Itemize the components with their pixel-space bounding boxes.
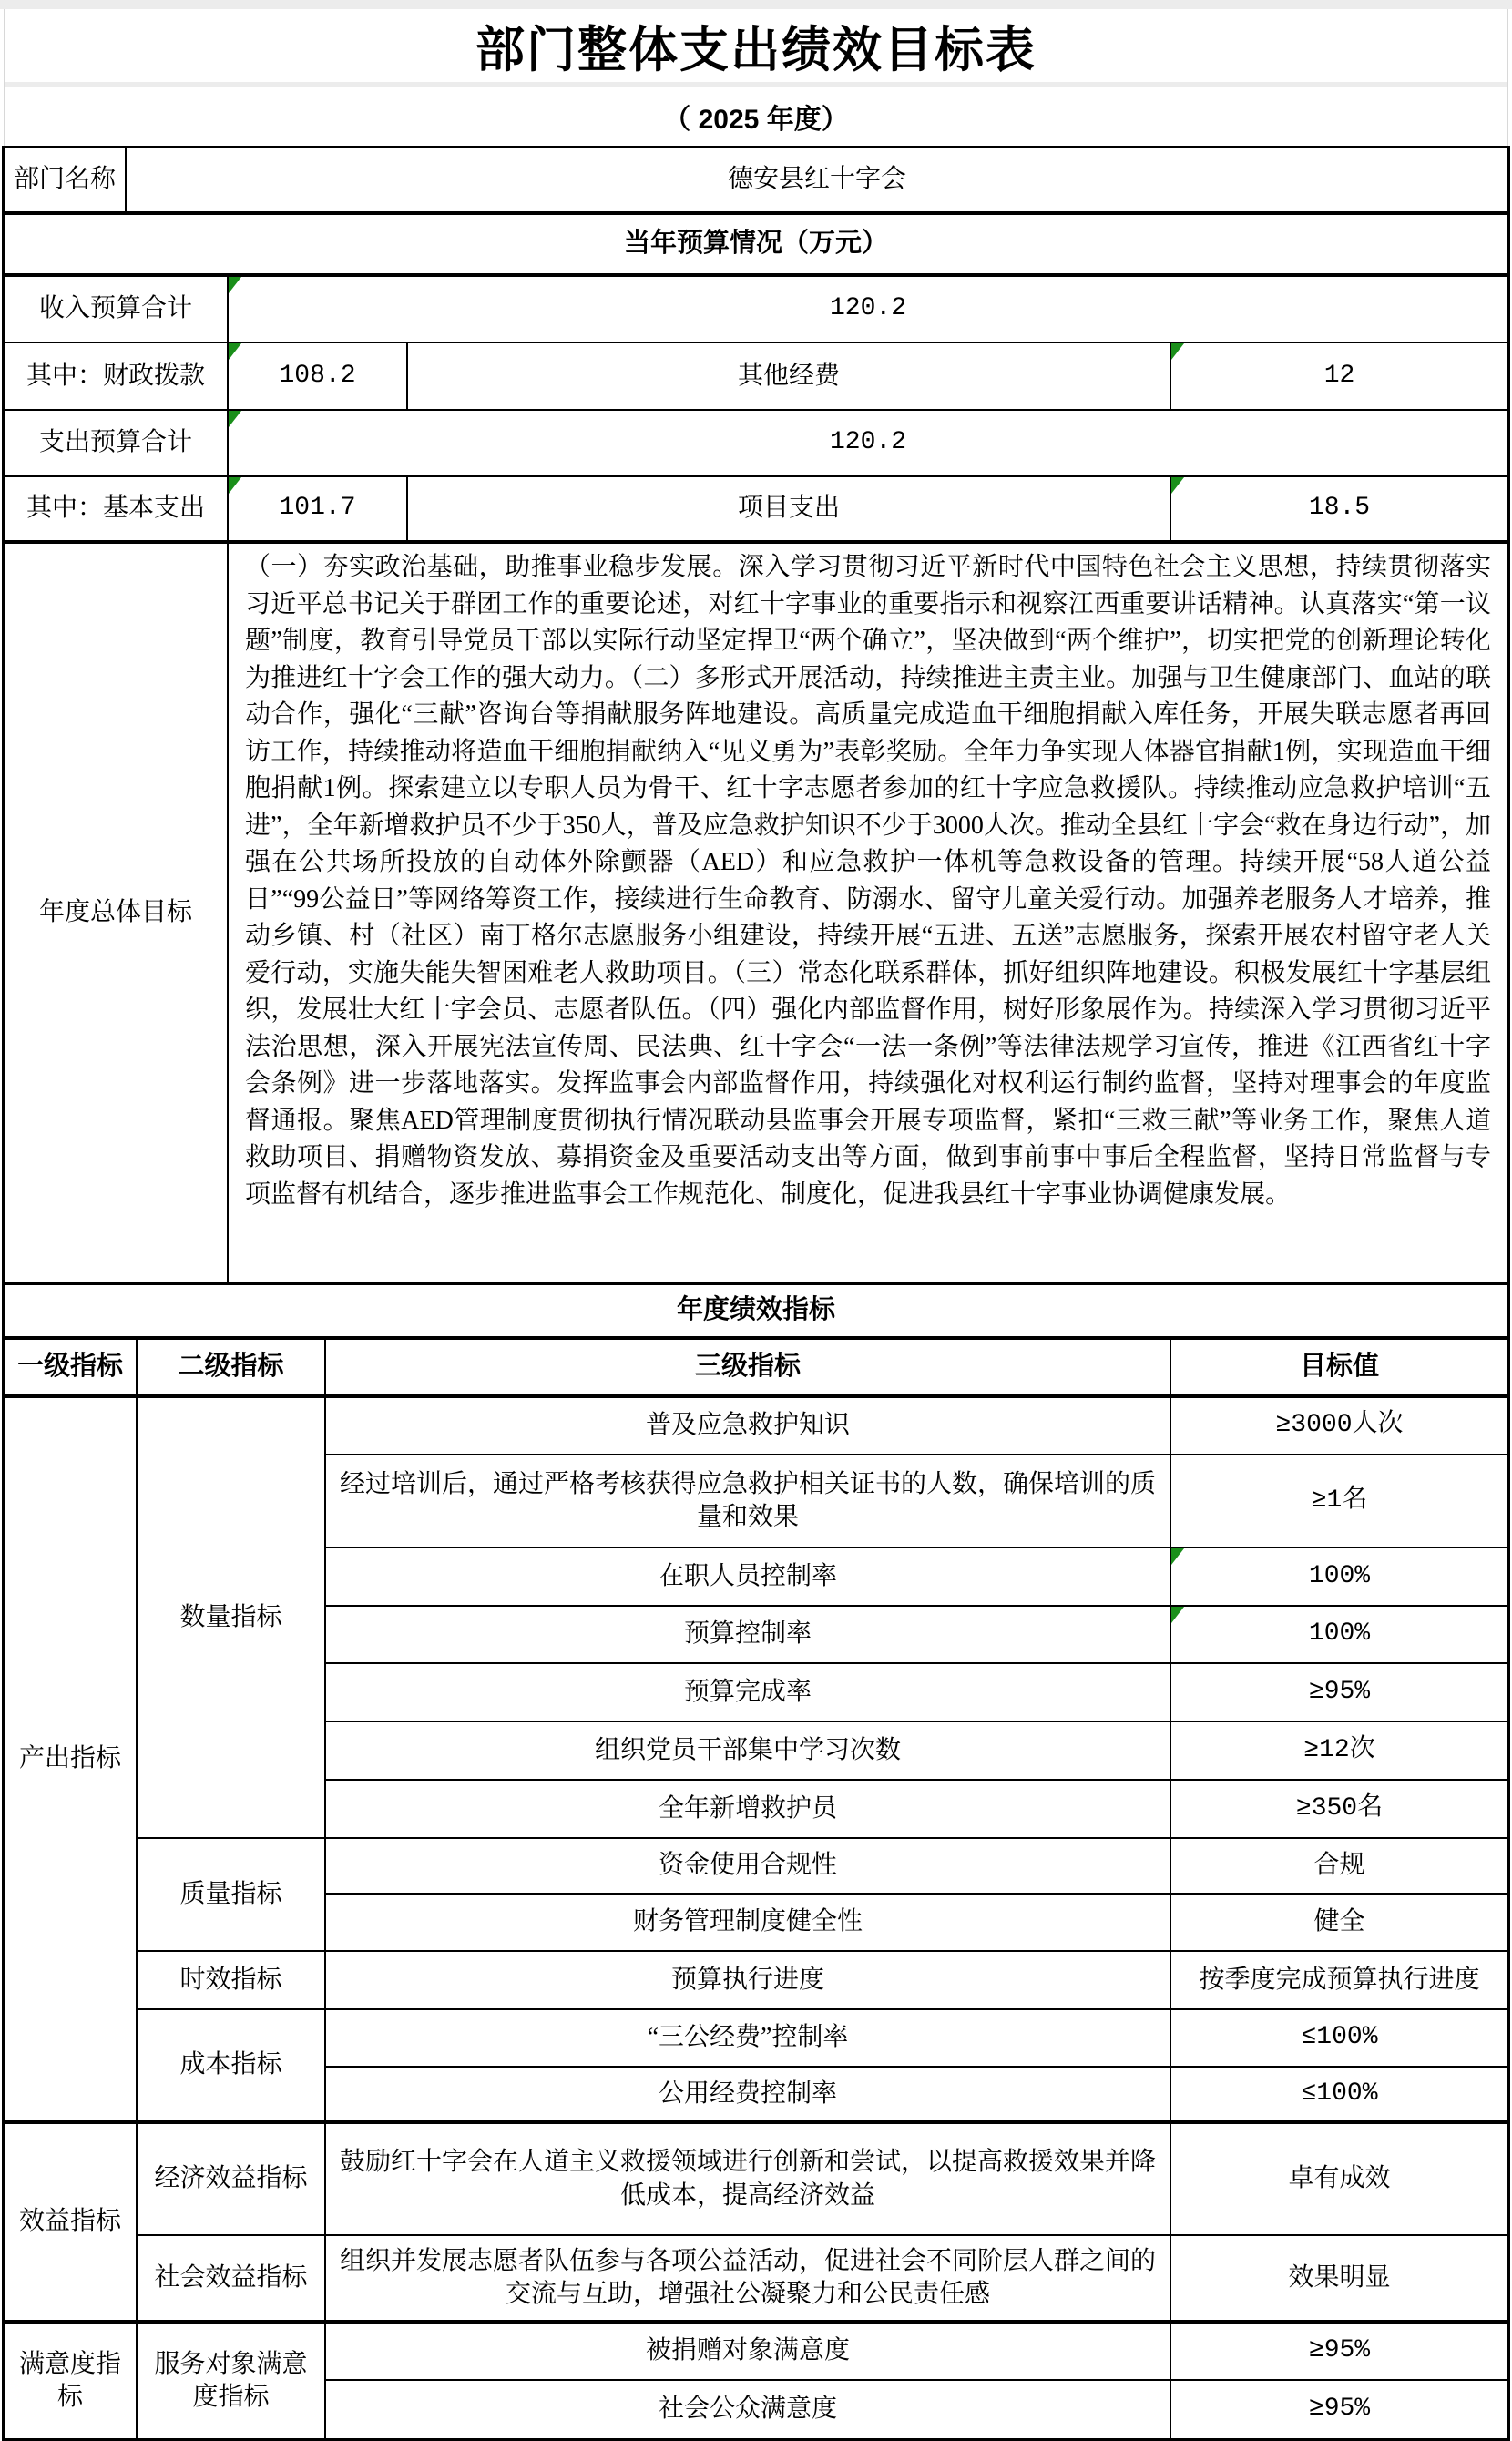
cell-flag-icon [1171, 477, 1184, 494]
l3-cell: 组织并发展志愿者队伍参与各项公益活动，促进社会不同阶层人群之间的交流与互助，增强社公凝聚力和公民责任感 [326, 2236, 1171, 2324]
l3-cell: 公用经费控制率 [326, 2068, 1171, 2124]
l3-cell: “三公经费”控制率 [326, 2010, 1171, 2068]
col-header-level2: 二级指标 [138, 1340, 326, 1394]
basic-value: 101.7 [229, 477, 408, 540]
basic-label: 其中：基本支出 [5, 477, 229, 540]
target-cell: 100% [1171, 1607, 1507, 1664]
cell-flag-icon [229, 411, 241, 427]
l3-cell: 预算完成率 [326, 1664, 1171, 1722]
budget-fin-row [5, 343, 1507, 411]
target-cell: 效果明显 [1171, 2236, 1507, 2324]
page-subtitle: （ 2025 年度） [663, 105, 849, 135]
l3-cell: 预算控制率 [326, 1607, 1171, 1664]
fin-value: 108.2 [229, 343, 408, 409]
target-cell: 卓有成效 [1171, 2124, 1507, 2236]
l3-cell: 鼓励红十字会在人道主义救援领域进行创新和尝试，以提高救援效果并降低成本，提高经济效益 [326, 2124, 1171, 2236]
target-cell: ≥350名 [1171, 1781, 1507, 1839]
cell-flag-icon [1171, 1607, 1184, 1623]
target-cell: 按季度完成预算执行进度 [1171, 1952, 1507, 2010]
target-cell: 健全 [1171, 1895, 1507, 1952]
l3-cell: 被捐赠对象满意度 [326, 2324, 1171, 2381]
other-funds-value: 12 [1171, 343, 1507, 409]
budget-expense-row [5, 411, 1507, 477]
l2-cell-quality: 质量指标 [138, 1839, 326, 1952]
target-cell: ≤100% [1171, 2068, 1507, 2124]
project-expense-value: 18.5 [1171, 477, 1507, 540]
target-cell: 合规 [1171, 1839, 1507, 1895]
target-cell: ≥1名 [1171, 1455, 1507, 1548]
target-cell: 100% [1171, 1548, 1507, 1607]
budget-section-title: 当年预算情况（万元） [623, 229, 888, 259]
indicator-section-title: 年度绩效指标 [676, 1295, 835, 1325]
target-cell: ≤100% [1171, 2010, 1507, 2068]
budget-income-row [5, 277, 1507, 343]
fin-label: 其中：财政拨款 [5, 343, 229, 409]
l3-cell: 组织党员干部集中学习次数 [326, 1722, 1171, 1781]
l3-cell: 经过培训后，通过严格考核获得应急救护相关证书的人数，确保培训的质量和效果 [326, 1455, 1171, 1548]
cell-flag-icon [229, 343, 241, 360]
performance-target-table [2, 146, 1510, 2441]
cell-flag-icon [1171, 343, 1184, 360]
page-title: 部门整体支出绩效目标表 [475, 22, 1037, 77]
col-header-level3: 三级指标 [326, 1340, 1171, 1394]
l3-cell: 全年新增救护员 [326, 1781, 1171, 1839]
document-header [4, 9, 1508, 146]
cell-flag-icon [1171, 1548, 1184, 1565]
target-cell: ≥95% [1308, 2395, 1371, 2424]
expense-total-value: 120.2 [229, 411, 1507, 475]
indicator-section-row [5, 1285, 1507, 1340]
l3-cell: 财务管理制度健全性 [326, 1895, 1171, 1952]
dept-name-row [5, 148, 1507, 215]
l1-cell-output: 产出指标 [5, 1398, 138, 2124]
l2-cell-quantity: 数量指标 [138, 1398, 326, 1839]
annual-goal-row [5, 544, 1507, 1285]
l3-cell: 在职人员控制率 [326, 1548, 1171, 1607]
l2-cell-timeliness: 时效指标 [138, 1952, 326, 2010]
dept-name-label: 部门名称 [5, 148, 127, 211]
l2-cell-cost: 成本指标 [138, 2010, 326, 2124]
dept-name-value: 德安县红十字会 [727, 165, 906, 194]
cell-flag-icon [229, 277, 241, 293]
page-top-margin [0, 0, 1512, 9]
indicator-grid [5, 1398, 1507, 2438]
budget-section-row [5, 215, 1507, 277]
l2-cell-economic-benefit: 经济效益指标 [138, 2124, 326, 2236]
cell-flag-icon [229, 477, 241, 494]
target-cell: ≥12次 [1171, 1722, 1507, 1781]
project-expense-label: 项目支出 [408, 477, 1171, 540]
l2-cell-service-satisfaction: 服务对象满意度指标 [138, 2324, 326, 2438]
l3-cell: 预算执行进度 [326, 1952, 1171, 2010]
budget-basic-row [5, 477, 1507, 544]
indicator-col-header-row [5, 1340, 1507, 1398]
annual-goal-text: （一）夯实政治基础，助推事业稳步发展。深入学习贯彻习近平新时代中国特色社会主义思想，持续贯彻落实习近平总书记关于群团工作的重要论述，对红十字事业的重要指示和视察江西重要讲话精神。认真落实“第一议题”制度，教育引导党员干部以实际行动坚定捍卫“两个确立”，坚决做到“两个维护”，切实把党的创新理论转化为推进红十字会工作的强大动力。（二）多形式开展活动，持续推进主责主业。加强与卫生健康部门、血站的联动合作，强化“三献”咨询台等捐献服务阵地建设。高质量完成造血干细胞捐献入库任务，开展失联志愿者再回访工作，持续推动将造血干细胞捐献纳入“见义勇为”表彰奖励。全年力争实现人体器官捐献1例，实现造血干细胞捐献1例。探索建立以专职人员为骨干、红十字志愿者参加的红十字应急救援队。持续推动应急救护培训“五进”，全年新增救护员不少于350人，普及应急救护知识不少于3000人次。推动全县红十字会“救在身边行动”，加强在公共场所投放的自动体外除颤器（AED）和应急救护一体机等急救设备的管理。持续开展“58人道公益日”“99公益日”等网络筹资工作，接续进行生命教育、防溺水、留守儿童关爱行动。加强养老服务人才培养，推动乡镇、村（社区）南丁格尔志愿服务小组建设，持续开展“五进、五送”志愿服务，探索开展农村留守老人关爱行动，实施失能失智困难老人救助项目。（三）常态化联系群体，抓好组织阵地建设。积极发展红十字基层组织，发展壮大红十字会员、志愿者队伍。（四）强化内部监督作用，树好形象展作为。持续深入学习贯彻习近平法治思想，深入开展宪法宣传周、民法典、红十字会“一法一条例”等法律法规学习宣传，推进《江西省红十字会条例》进一步落地落实。发挥监事会内部监督作用，持续强化对权利运行制约监督，坚持对理事会的年度监督通报。聚焦AED管理制度贯彻执行情况联动县监事会开展专项监督，紧扣“三救三献”等业务工作，聚焦人道救助项目、捐赠物资发放、募捐资金及重要活动支出等方面，做到事前事中事后全程监督，坚持日常监督与专项监督有机结合，逐步推进监事会工作规范化、制度化，促进我县红十字事业协调健康发展。 [245, 553, 1491, 1209]
income-total-value: 120.2 [229, 277, 1507, 342]
col-header-target: 目标值 [1299, 1352, 1379, 1382]
target-cell: ≥95% [1171, 2324, 1507, 2381]
target-cell: ≥95% [1171, 1664, 1507, 1722]
l3-cell: 社会公众满意度 [326, 2381, 1171, 2438]
l2-cell-social-benefit: 社会效益指标 [138, 2236, 326, 2324]
target-cell: ≥3000人次 [1171, 1398, 1507, 1455]
annual-goal-label: 年度总体目标 [5, 544, 229, 1282]
col-header-level1: 一级指标 [5, 1340, 138, 1394]
annual-goal-cell [229, 544, 1507, 1282]
l1-cell-satisfaction: 满意度指标 [5, 2324, 138, 2438]
l3-cell: 资金使用合规性 [326, 1839, 1171, 1895]
expense-total-label: 支出预算合计 [5, 411, 229, 475]
l3-cell: 普及应急救护知识 [326, 1398, 1171, 1455]
other-funds-label: 其他经费 [408, 343, 1171, 409]
income-total-label: 收入预算合计 [5, 277, 229, 342]
l1-cell-benefit: 效益指标 [5, 2124, 138, 2324]
